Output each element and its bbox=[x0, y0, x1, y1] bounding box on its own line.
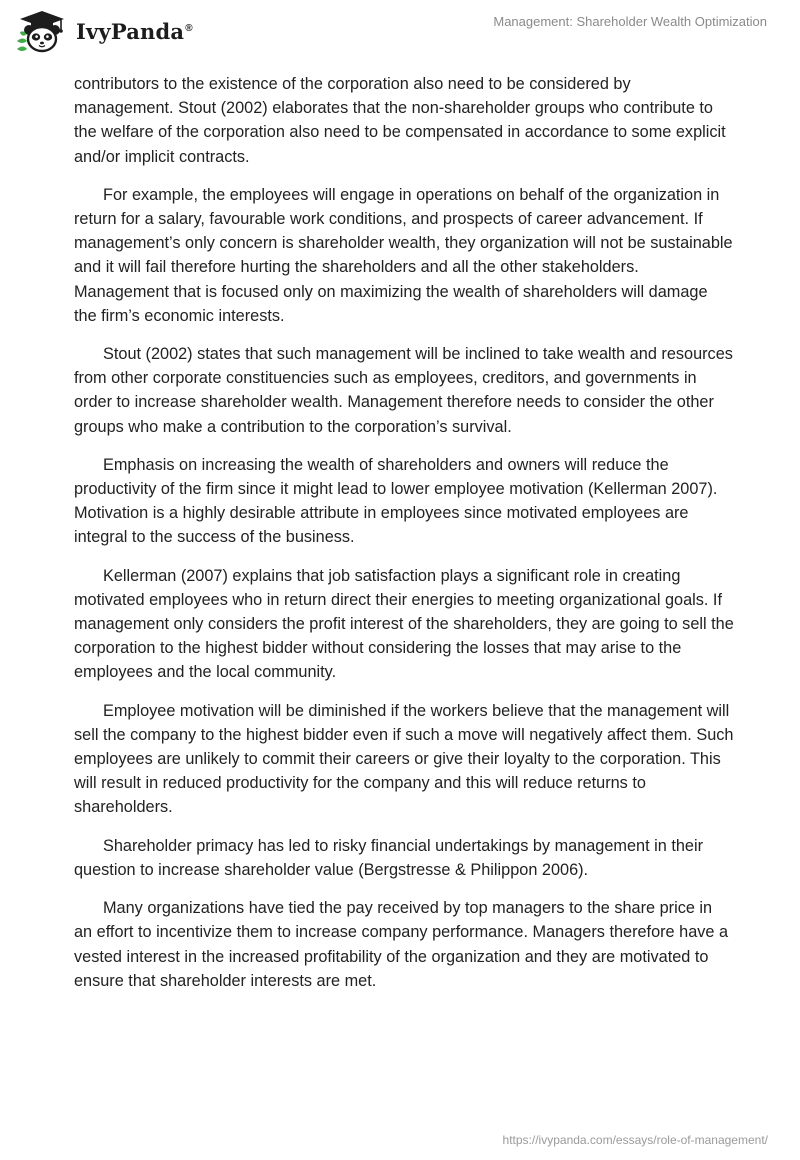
page-header bbox=[0, 0, 800, 64]
source-url-link[interactable]: https://ivypanda.com/essays/role-of-management/ bbox=[502, 1133, 768, 1147]
brand-logo[interactable] bbox=[14, 8, 193, 56]
paragraph: For example, the employees will engage in operations on behalf of the organization in return for a salary, favourable work conditions, and prospects of career advancement. If management’s only concern is shareholder wealth, they organization will not be sustainable and it will fail therefore hurting the shareholders and all the other stakeholders. Management that is focused only on maximizing the wealth of shareholders will damage the firm’s economic interests. bbox=[74, 185, 733, 325]
panda-graduate-icon bbox=[14, 8, 70, 56]
document-title: Management: Shareholder Wealth Optimization bbox=[493, 14, 767, 29]
paragraph: Employee motivation will be diminished if the workers believe that the management will sell the company to the highest bidder even if such a move will negatively affect them. Such employees are unlikely to commit their careers or give their loyalty to the corporation. This will result in reduced productivity for the company and this will reduce returns to shareholders. bbox=[74, 701, 734, 817]
paragraph: Stout (2002) states that such management will be inclined to take wealth and resources from other corporate constituencies such as employees, creditors, and governments in order to increase shareholder wealth. Management therefore needs to consider the other groups who make a contribution to the corporation’s survival. bbox=[74, 345, 733, 436]
essay-body bbox=[74, 72, 734, 1007]
paragraph: Shareholder primacy has led to risky financial undertakings by management in their question to increase shareholder value (Bergstresse & Philippon 2006). bbox=[74, 836, 704, 879]
paragraph: Many organizations have tied the pay received by top managers to the share price in an effort to incentivize them to increase company performance. Managers therefore have a vested interest in the increased profitability of the organization and they are motivated to ensure that shareholder interests are met. bbox=[74, 899, 729, 990]
paragraph: contributors to the existence of the corporation also need to be considered by management. Stout (2002) elaborates that the non-shareholder groups who contribute to the welfare of the corporation also need to be compensated in accordance to some explicit and/or implicit contracts. bbox=[74, 75, 726, 166]
brand-name: IvyPanda® bbox=[76, 18, 193, 44]
brand-registered-mark: ® bbox=[185, 22, 193, 34]
paragraph: Kellerman (2007) explains that job satisfaction plays a significant role in creating motivated employees who in return direct their energies to meeting organizational goals. If management only considers the profit interest of the shareholders, they are going to sell the corporation to the highest bidder without considering the losses that may arise to the employees and the local community. bbox=[74, 566, 734, 682]
paragraph: Emphasis on increasing the wealth of shareholders and owners will reduce the productivity of the firm since it might lead to lower employee motivation (Kellerman 2007). Motivation is a highly desirable attribute in employees since motivated employees are integral to the success of the business. bbox=[74, 455, 718, 547]
